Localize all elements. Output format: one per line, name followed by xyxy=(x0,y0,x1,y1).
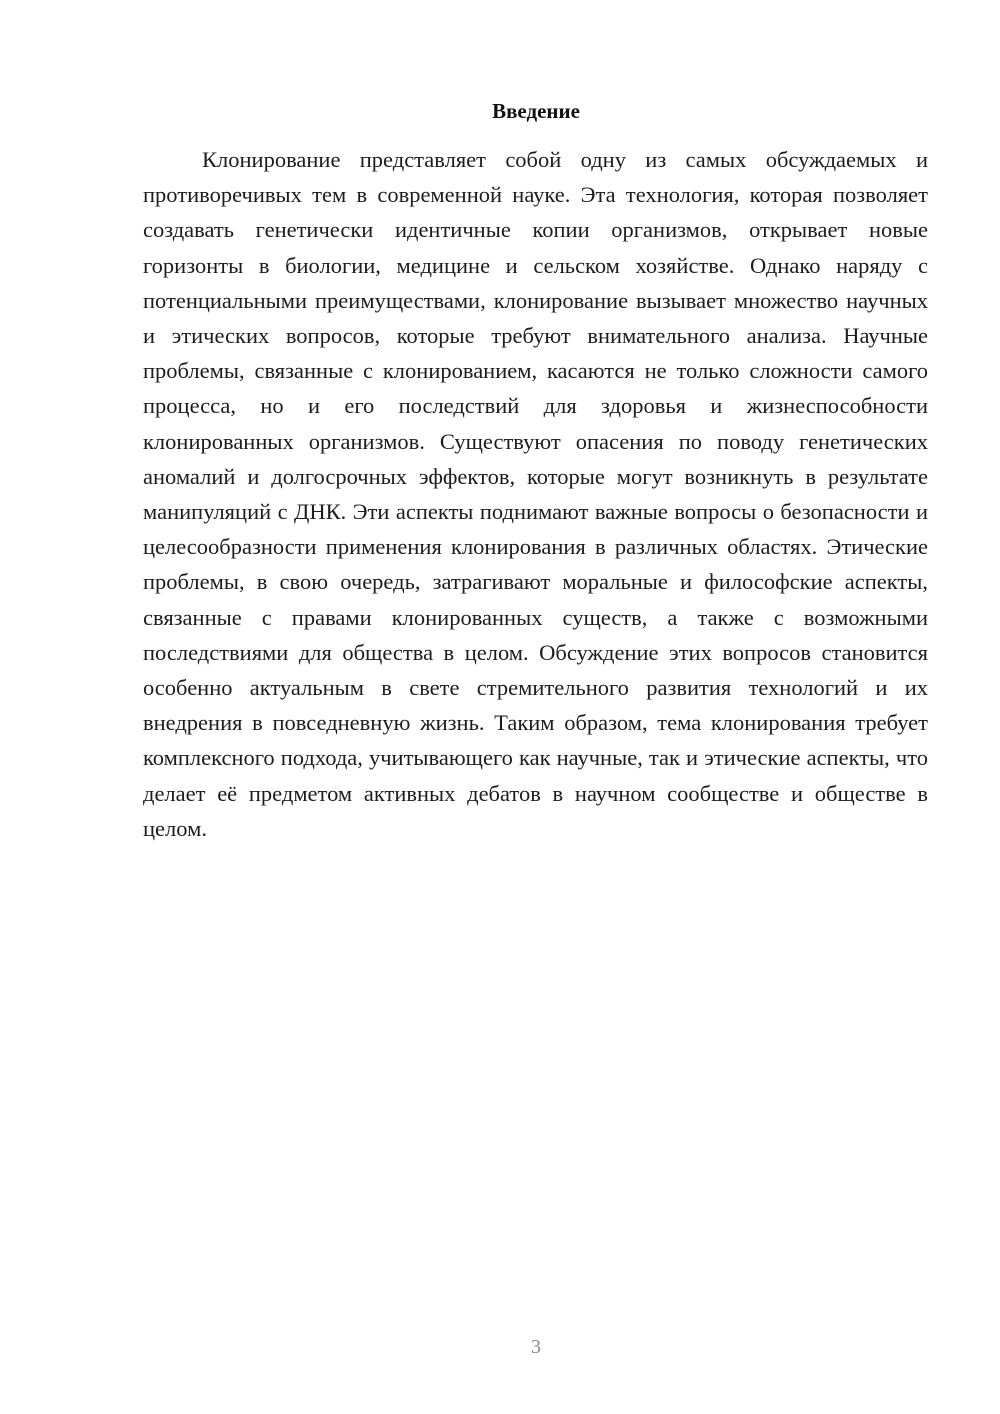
body-paragraph: Клонирование представляет собой одну из самых обсуждаемых и противоречивых тем в современной науке. Эта технология, которая позволяет создавать генетически идентичные копии организмов, открывает новые горизонты в биологии, медицине и сельском хозяйстве. Однако наряду с потенциальными преимуществами, клонирование вызывает множество научных и этических вопросов, которые требуют внимательного анализа. Научные проблемы, связанные с клонированием, касаются не только сложности самого процесса, но и его последствий для здоровья и жизнеспособности клонированных организмов. Существуют опасения по поводу генетических аномалий и долгосрочных эффектов, которые могут возникнуть в результате манипуляций с ДНК. Эти аспекты поднимают важные вопросы о безопасности и целесообразности применения клонирования в различных областях. Этические проблемы, в свою очередь, затрагивают моральные и философские аспекты, связанные с правами клонированных существ, а также с возможными последствиями для общества в целом. Обсуждение этих вопросов становится особенно актуальным в свете стремительного развития технологий и их внедрения в повседневную жизнь. Таким образом, тема клонирования требует комплексного подхода, учитывающего как научные, так и этические аспекты, что делает её предметом активных дебатов в научном сообществе и обществе в целом. xyxy=(143,147,928,841)
page-number: 3 xyxy=(531,1336,541,1358)
section-heading: Введение xyxy=(492,99,580,123)
